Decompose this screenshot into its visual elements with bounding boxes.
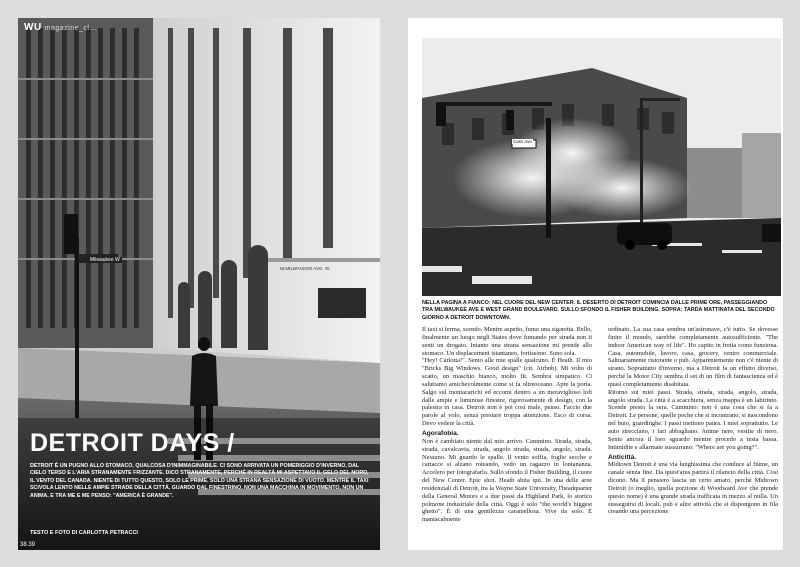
left-page: [18, 18, 380, 550]
magazine-header: [24, 22, 97, 33]
street-sign: Milwaukee W: [90, 257, 120, 263]
street-sign-cass: Cass Ave: [513, 139, 532, 144]
paragraph: Ritorno sui miei passi. Strada, strada, strada, angolo, strada, angolo strada. La città è a scacchiera, senza mappa è un labirinto. Scende presto la sera. Cammino: non è una cosa che si fa a Detroit. Le persone, quelle poche che si incontrano, si nascondono nel buio, guardinghe. I passi mettono paura. I miei soprattutto. Le auto strecciano, i fari abbagliano. Anime nere, vestite di nero. Sento ancora il loro sguardo mentre procedo a testa bassa. Intimidite e allarmate sussurrano: "Where are you going?".: [608, 388, 779, 451]
article-lead: DETROIT È UN PUGNO ALLO STOMACO, QUALCOSA D'INIMMAGINABILE. CI SONO ARRIVATA UN POMERIGGIO D'INVERNO, DAL CIELO TERSO E L'ARIA STRANAMENTE FRIZZANTE. DICO STRANAMENTE, PERCHÉ IN REALTÀ MI ASPETTAVO IL GELO DEL NORD, IL VENTO DEL CANADA. NIENTE DI TUTTO QUESTO, SOLO LE PRIME. SOLO UNA STRANA SENSAZIONE DI VUOTO. MENTRE IL TAXI SCIVOLA LENTO NELLE AMPIE STRADE DELLA CITTÀ, GUARDO DAL FINESTRINO. NON UNA MACCHINA IN MOVIMENTO, NON UN ANIMA. E TRA ME E ME PENSO: "AMERICA È GRANDE".: [30, 463, 369, 499]
right-page: [408, 18, 783, 550]
paragraph: Midtown Detroit è una via lunghissima che conduce al fiume, un canale senza fine. Da quest'area partirà il rilancio della città. Così dicono. Ma il pensiero lascia un certo amaro, perché Midtown Detroit (o meglio, quella porzione di Woodward Ave che prende questo nome) è una grande strada trafficata in mezzo al nulla. Un susseguirsi di locali, pub e altre attività che si dispongono in fila creando una percezione: [608, 461, 778, 516]
photo-caption: NELLA PAGINA A FIANCO: NEL CUORE DEL NEW CENTER. IL DESERTO DI DETROIT COMINCIA DALLE PRIME ORE, PASSEGGIANDO TRA MILWAUKEE AVE E WEST GRAND BOULEVARD. SULLO SFONDO IL FISHER BUILDING. SOPRA: TARDA MATTINATA DEL SECONDO GIORNO A DETROIT DOWNTOWN.: [422, 300, 775, 321]
steam-street-photo: [422, 38, 781, 296]
building-sign: W.MILWAUKEE AVE. W.: [280, 266, 331, 271]
paragraph: ordinato. La sua casa sembra un'astronave, c'è tutto. Se dovesse finire il mondo, sarebbe completamente autosufficiente. "The indoor American way of life". Ho capito in fretta come funziona. Casa, automobile, lavoro, casa, grocery, centro commerciale. Saltuariamente ristorante o pub. Apparentemente non c'è niente di strano. Soprattutto d'inverno, ma a Detroit fa un effetto diverso, perché la Motor City sembra il set di un film di fantascienza ed è quasi completamente disabitata.: [608, 326, 778, 388]
text-column-1: [422, 326, 592, 524]
text-column-2: [608, 326, 778, 516]
paragraph: Il taxi si ferma, scendo. Mentre aspetto, fumo una sigaretta. Bello, finalmente un luogo negli States dove fumando per strada non ti senti un drogato. Intanto una strana sensazione mi prende allo stomaco. Un displacement istantaneo, fortissimo. Sono sola.: [422, 326, 592, 357]
subheading: Anticittà.: [608, 453, 637, 461]
magazine-section: magazine_cl...: [44, 25, 97, 32]
article-title: DETROIT DAYS /: [30, 429, 235, 457]
paragraph: "Hey! Carlotta!". Sento alle mie spalle qualcuno. È Heath. Il mio "Bricks Big Windows. Good design" (cit. Airbnb). Mi volto di scatto, un maschio bianco, molto fit. Sembra simpatico. Ci salutiamo amichevolmente come si fa oltreoceano. Apre la porta. Salgo sul montacarichi ed eccomi dentro a un meraviglioso loft dalle ampie e luminose finestre, rigorosamente di design, con la palestra in casa. Detroit non è poi così male, penso. Faccio due parole al volo, senza prestare troppa attenzione. Esco di corsa. Devo vedere la città.: [422, 357, 592, 428]
page-numbers: 38.39: [20, 542, 36, 548]
byline: TESTO E FOTO DI CARLOTTA PETRACCI: [30, 530, 138, 536]
paragraph: Non è cambiato niente dal mio arrivo. Cammino. Strada, strada, strada, cavalcavia, strada, angolo strada, strada, angolo, strada. Nessuno. Mi guardo le spalle. Il vento soffia, foglie secche e cartacce si alzano roteando, vedo un ragazzo in lontananza. Accelero per fotografarlo. Sullo sfondo il Fisher Building, il cuore del New Center. Epic shot. Heath abita qui. In una delle aree residenziali di Detroit, tra la Wayne State University, l'headquarter della General Motors e a due passi da Highland Park, lo storico polmone industriale della città. Oggi è solo "the world's biggest ghetto". È di una gentilezza caramellosa. Vive da solo. È maniacalmente: [422, 437, 592, 524]
subheading: Agorafobia.: [422, 429, 459, 437]
magazine-logo: WU: [24, 22, 42, 33]
